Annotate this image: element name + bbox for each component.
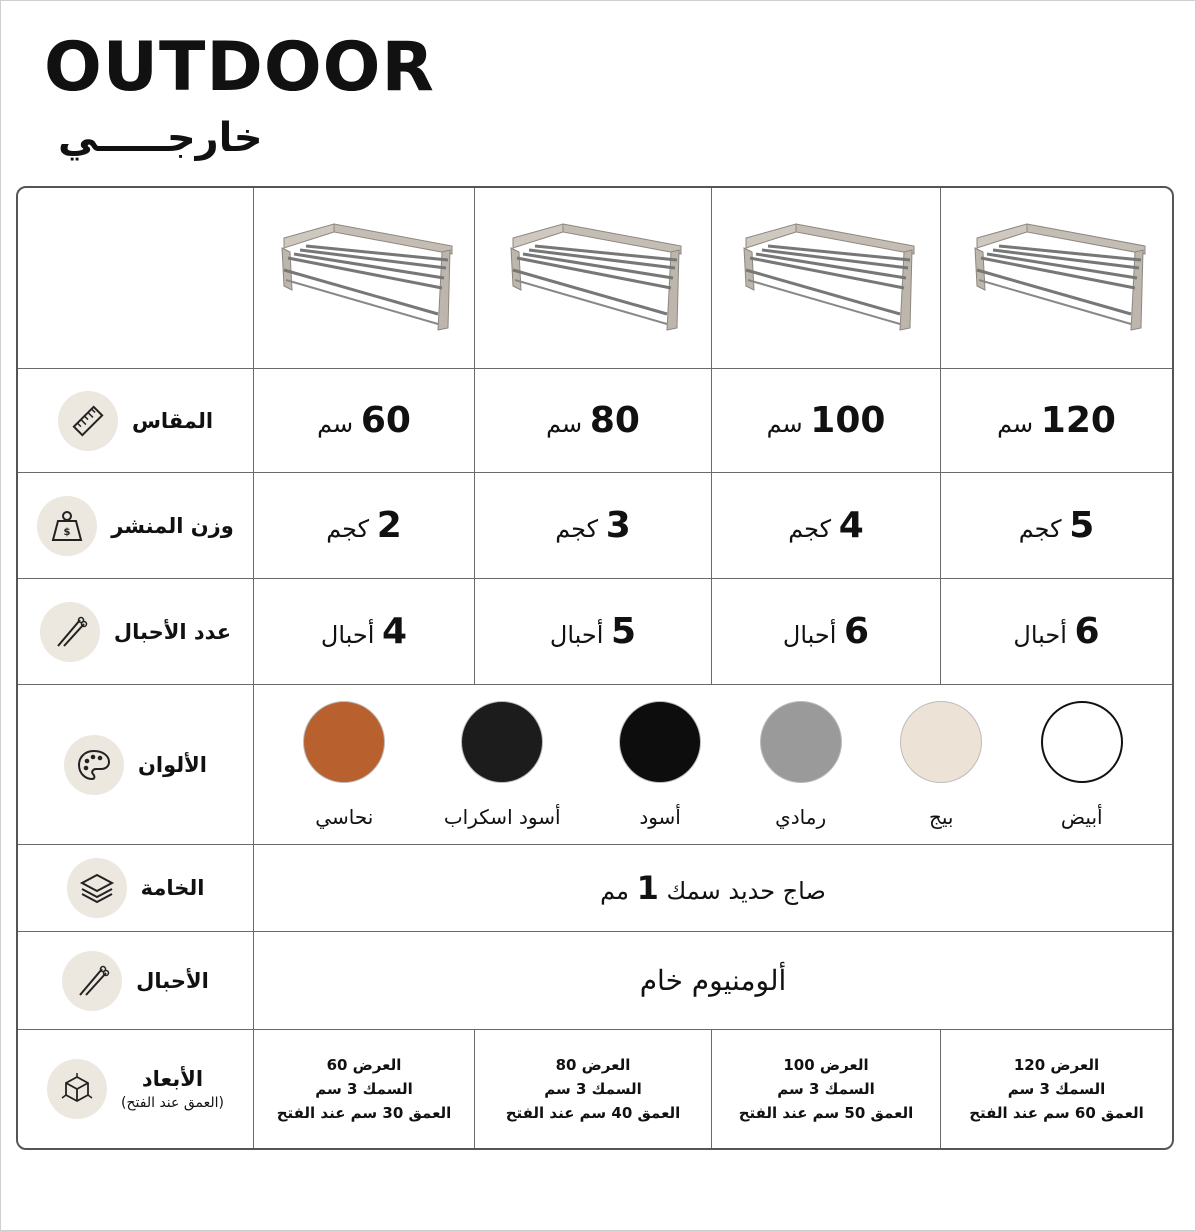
color-swatch — [303, 701, 385, 783]
size-unit: سم — [997, 410, 1034, 438]
weight-cell — [254, 473, 475, 579]
dims-cell — [712, 1030, 941, 1148]
color-swatches — [254, 701, 1172, 829]
rack-image — [736, 218, 916, 338]
size-label-cell — [18, 369, 254, 473]
weight-cell — [941, 473, 1172, 579]
palette-icon — [64, 735, 124, 795]
size-unit: سم — [546, 410, 583, 438]
color-swatch — [1041, 701, 1123, 783]
dims-cell — [941, 1030, 1172, 1148]
size-number: 100 — [810, 400, 886, 441]
dim-width: العرض 100 — [783, 1056, 869, 1074]
dim-width: العرض 120 — [1013, 1056, 1100, 1074]
dim-width: العرض 60 — [326, 1056, 402, 1074]
rack-image-cell — [475, 188, 712, 369]
weight-label-cell — [18, 473, 254, 579]
ropes-unit: أحبال — [320, 621, 375, 649]
rack-image-cell — [254, 188, 475, 369]
ropes-label-cell — [18, 932, 254, 1030]
spec-table — [16, 186, 1174, 1150]
ropes-count-cell — [475, 579, 712, 685]
ropes-number: 6 — [844, 611, 870, 652]
material-label: الخامة — [140, 876, 205, 900]
ropes-material-cell — [254, 932, 1172, 1030]
dim-width: العرض 80 — [555, 1056, 631, 1074]
ropes-label: الأحبال — [136, 968, 209, 993]
color-swatch — [461, 701, 543, 783]
rack-image — [503, 218, 683, 338]
dim-depth: العمق 60 سم عند الفتح — [969, 1104, 1144, 1122]
dims-cell — [254, 1030, 475, 1148]
color-option — [619, 701, 701, 829]
svg-text:$: $ — [63, 526, 71, 538]
weight-number: 3 — [605, 505, 631, 546]
rack-image-cell — [712, 188, 941, 369]
material-number: 1 — [636, 869, 659, 907]
ropes-unit: أحبال — [1013, 621, 1067, 649]
weight-unit: كجم — [788, 515, 832, 543]
color-name: رمادي — [775, 804, 827, 829]
ropes-count-label: عدد الأحبال — [113, 619, 232, 644]
color-option — [444, 701, 561, 829]
dim-thickness: السمك 3 سم — [1007, 1080, 1106, 1098]
size-number: 60 — [360, 400, 411, 441]
dim-depth: العمق 30 سم عند الفتح — [276, 1104, 452, 1122]
page-subtitle: خارجـــــي — [58, 115, 263, 161]
color-option — [1041, 701, 1123, 829]
size-number: 120 — [1040, 400, 1116, 441]
color-option — [303, 701, 385, 829]
material-cell — [254, 845, 1172, 932]
material-unit: مم — [600, 877, 629, 905]
dim-depth: العمق 40 سم عند الفتح — [505, 1104, 681, 1122]
layers-icon — [67, 858, 127, 918]
header-empty-cell — [18, 188, 254, 369]
size-unit: سم — [766, 410, 803, 438]
material-text: صاج حديد سمك — [666, 877, 826, 905]
size-cell — [475, 369, 712, 473]
size-cell — [254, 369, 475, 473]
page-title: OUTDOOR — [44, 28, 435, 107]
weight-cell — [712, 473, 941, 579]
dim-depth: العمق 50 سم عند الفتح — [738, 1104, 914, 1122]
ropes-count-label-cell — [18, 579, 254, 685]
color-swatch — [900, 701, 982, 783]
dims-sublabel: (العمق عند الفتح) — [121, 1095, 224, 1111]
weight-unit: كجم — [326, 515, 370, 543]
ropes-count-cell — [941, 579, 1172, 685]
color-name: أبيض — [1060, 804, 1103, 829]
ropes-icon — [62, 951, 122, 1011]
colors-label-cell — [18, 685, 254, 845]
weight-number: 2 — [376, 505, 402, 546]
ropes-unit: أحبال — [549, 621, 604, 649]
color-name: نحاسي — [315, 804, 374, 829]
size-cell — [712, 369, 941, 473]
weight-number: 4 — [838, 505, 864, 546]
dims-cell — [475, 1030, 712, 1148]
ruler-icon — [58, 391, 118, 451]
ropes-number: 6 — [1074, 611, 1100, 652]
rack-image — [274, 218, 454, 338]
color-name: بيج — [928, 804, 954, 829]
dims-label: الأبعاد — [141, 1067, 204, 1091]
weight-unit: كجم — [555, 515, 599, 543]
color-option — [760, 701, 842, 829]
colors-cell — [254, 685, 1172, 845]
ropes-count-cell — [254, 579, 475, 685]
weight-unit: كجم — [1018, 515, 1062, 543]
colors-label: الألوان — [138, 752, 208, 777]
rack-image — [967, 218, 1147, 338]
weight-cell — [475, 473, 712, 579]
dim-thickness: السمك 3 سم — [315, 1080, 413, 1098]
size-number: 80 — [589, 400, 640, 441]
material-label-cell — [18, 845, 254, 932]
weight-label: وزن المنشر — [111, 513, 234, 538]
ropes-unit: أحبال — [782, 621, 837, 649]
dims-label-cell — [18, 1030, 254, 1148]
ropes-material: ألومنيوم خام — [639, 964, 787, 997]
color-option — [900, 701, 982, 829]
dim-thickness: السمك 3 سم — [544, 1080, 642, 1098]
weight-icon — [37, 496, 97, 556]
size-unit: سم — [317, 410, 354, 438]
ropes-count-cell — [712, 579, 941, 685]
weight-number: 5 — [1069, 505, 1095, 546]
size-cell — [941, 369, 1172, 473]
color-name: أسود — [639, 804, 681, 829]
dim-thickness: السمك 3 سم — [777, 1080, 875, 1098]
ropes-number: 4 — [382, 611, 408, 652]
size-label: المقاس — [131, 408, 214, 433]
color-swatch — [619, 701, 701, 783]
color-swatch — [760, 701, 842, 783]
ropes-number: 5 — [611, 611, 637, 652]
ropes-icon — [40, 602, 100, 662]
color-name: أسود اسكراب — [443, 804, 561, 829]
cube-icon — [47, 1059, 107, 1119]
rack-image-cell — [941, 188, 1172, 369]
